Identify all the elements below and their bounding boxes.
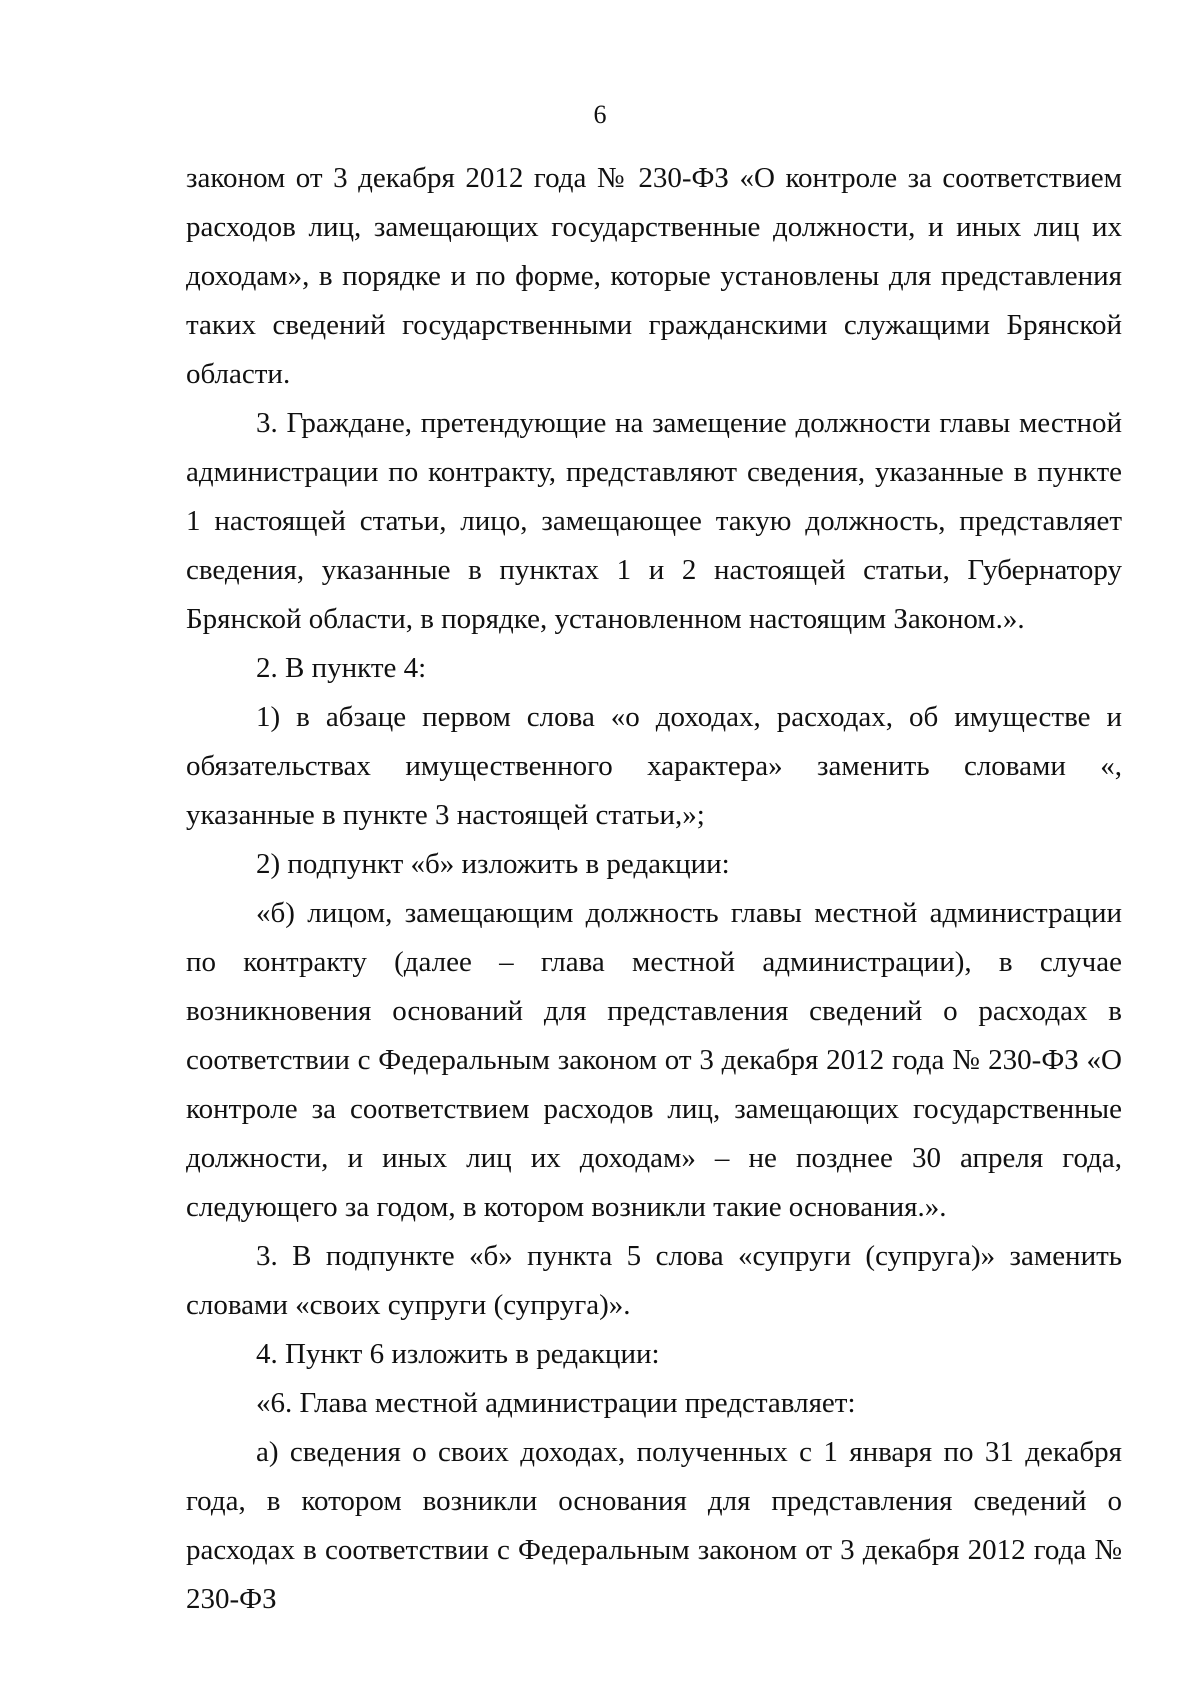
document-body [186,154,1122,1624]
paragraph: 2) подпункт «б» изложить в редакции: [256,848,730,880]
paragraph: 2. В пункте 4: [256,652,427,684]
paragraph: 4. Пункт 6 изложить в редакции: [256,1338,660,1370]
paragraph: законом от 3 декабря 2012 года № 230-ФЗ «О контроле за соответствием расходов лиц, замещающих государственные должности, и иных лиц их доходам», в порядке и по форме, которые установлены для представления таких сведений государственными гражданскими служащими Брянской области. [186,162,1122,390]
paragraph: а) сведения о своих доходах, полученных с 1 января по 31 декабря года, в котором возникли основания для представления сведений о расходах в соответствии с Федеральным законом от 3 декабря 2012 года № 230-ФЗ [186,1436,1122,1615]
paragraph: 1) в абзаце первом слова «о доходах, расходах, об имуществе и обязательствах имущественного характера» заменить словами «, указанные в пункте 3 настоящей статьи,»; [186,701,1122,831]
paragraph: «б) лицом, замещающим должность главы местной администрации по контракту (далее – глава местной администрации), в случае возникновения оснований для представления сведений о расходах в соответствии с Федеральным законом от 3 декабря 2012 года № 230-ФЗ «О контроле за соответствием расходов лиц, замещающих государственные должности, и иных лиц их доходам» – не позднее 30 апреля года, следующего за годом, в котором возникли такие основания.». [186,897,1122,1223]
paragraph: 3. Граждане, претендующие на замещение должности главы местной администрации по контракту, представляют сведения, указанные в пункте 1 настоящей статьи, лицо, замещающее такую должность, представляет сведения, указанные в пунктах 1 и 2 настоящей статьи, Губернатору Брянской области, в порядке, установленном настоящим Законом.». [186,407,1122,635]
page-number: 6 [593,100,607,129]
paragraph: «6. Глава местной администрации представляет: [256,1387,856,1419]
paragraph: 3. В подпункте «б» пункта 5 слова «супруги (супруга)» заменить словами «своих супруги (супруга)». [186,1240,1122,1321]
